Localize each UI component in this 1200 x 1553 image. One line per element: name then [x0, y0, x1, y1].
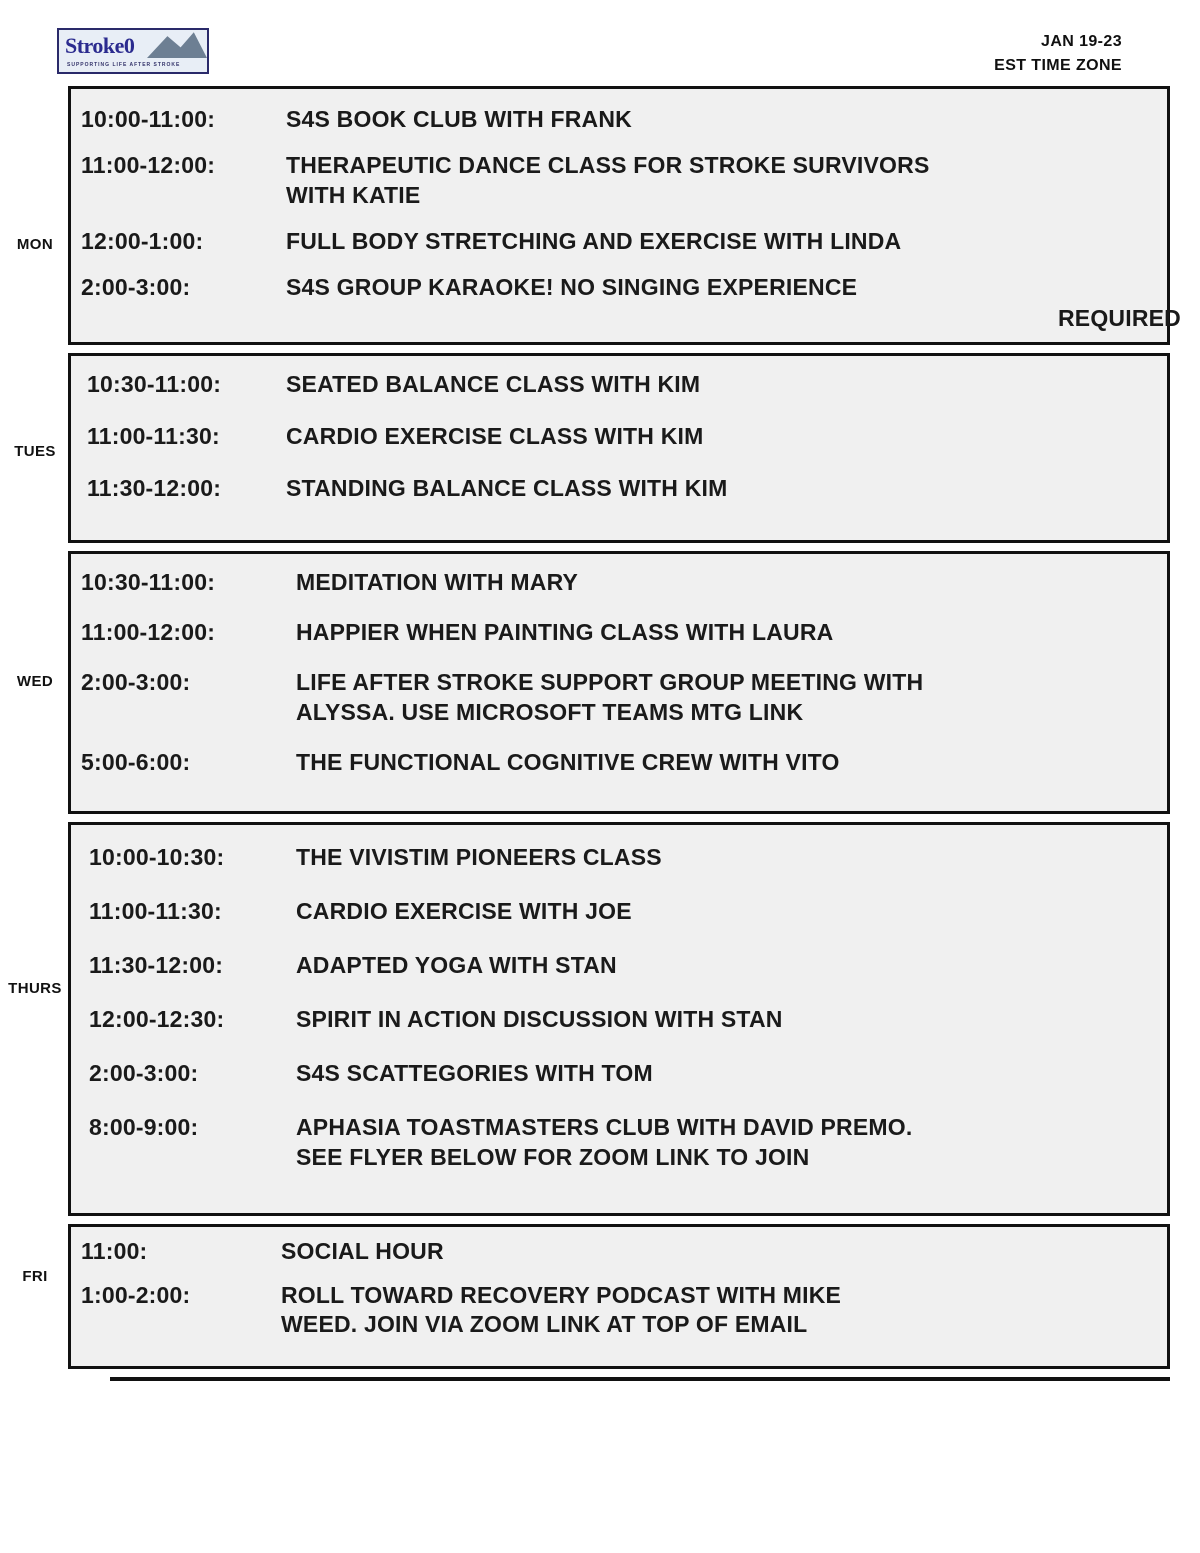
schedule-entry	[81, 668, 1155, 728]
entry-title: SOCIAL HOUR	[281, 1237, 444, 1264]
schedule-entry	[81, 227, 1155, 257]
entry-title	[281, 1281, 1155, 1341]
entry-time: 12:00-12:30:	[89, 1006, 225, 1033]
entry-title: S4S SCATTEGORIES WITH TOM	[296, 1060, 653, 1087]
entry-title-line2: ALYSSA. USE MICROSOFT TEAMS MTG LINK	[296, 698, 804, 725]
date-range: JAN 19-23	[1041, 33, 1122, 50]
entry-title-line2: REQUIRED	[1057, 305, 1181, 332]
day-box-wed	[68, 551, 1170, 814]
schedule-entry	[81, 105, 1155, 135]
entry-title	[296, 1113, 1155, 1173]
entry-time: 10:30-11:00:	[87, 371, 222, 398]
entry-time: 11:00-11:30:	[87, 423, 220, 450]
entry-time: 11:00-11:30:	[89, 898, 222, 925]
entry-time: 11:00-12:00:	[81, 151, 216, 178]
schedule-entry	[81, 1237, 1155, 1267]
entry-time: 5:00-6:00:	[81, 748, 191, 775]
entry-title	[286, 151, 1155, 211]
entry-title	[296, 668, 1155, 728]
entry-time: 10:00-10:30:	[89, 844, 225, 871]
day-label-wed: WED	[16, 673, 54, 691]
entry-time: 8:00-9:00:	[89, 1113, 199, 1140]
schedule-entry	[81, 897, 1155, 927]
schedule-entry	[81, 151, 1155, 211]
mountain-icon	[147, 30, 207, 58]
entry-time: 1:00-2:00:	[81, 1281, 191, 1308]
weekly-schedule	[0, 86, 1200, 1381]
entry-title: CARDIO EXERCISE CLASS WITH KIM	[286, 423, 704, 450]
entry-title: CARDIO EXERCISE WITH JOE	[296, 898, 632, 925]
entry-time: 2:00-3:00:	[81, 668, 191, 695]
time-zone: EST TIME ZONE	[994, 57, 1122, 74]
entry-time: 11:30-12:00:	[87, 475, 222, 502]
day-row-mon	[0, 86, 1200, 345]
schedule-entry	[81, 748, 1155, 778]
schedule-entry	[81, 370, 1155, 400]
day-box-mon	[68, 86, 1181, 345]
day-row-tues	[0, 353, 1200, 543]
day-label-thurs: THURS	[8, 980, 62, 998]
schedule-entry	[81, 1005, 1155, 1035]
schedule-entry	[81, 951, 1155, 981]
day-row-wed	[0, 551, 1200, 814]
entry-title: THE VIVISTIM PIONEERS CLASS	[296, 844, 662, 871]
entry-time: 10:30-11:00:	[81, 569, 216, 596]
schedule-entry	[81, 422, 1155, 452]
day-label-tues: TUES	[14, 443, 56, 461]
entry-time: 2:00-3:00:	[89, 1060, 199, 1087]
schedule-entry	[81, 1113, 1155, 1173]
schedule-entry	[81, 843, 1155, 873]
entry-title: STANDING BALANCE CLASS WITH KIM	[286, 475, 728, 502]
entry-time: 11:30-12:00:	[89, 952, 224, 979]
entry-title-line1: APHASIA TOASTMASTERS CLUB WITH DAVID PREMO.	[296, 1113, 913, 1140]
entry-time: 11:00:	[81, 1237, 148, 1264]
entry-title: SEATED BALANCE CLASS WITH KIM	[286, 371, 701, 398]
entry-title-line1: ROLL TOWARD RECOVERY PODCAST WITH MIKE	[281, 1281, 842, 1308]
entry-title: SPIRIT IN ACTION DISCUSSION WITH STAN	[296, 1006, 783, 1033]
entry-title: FULL BODY STRETCHING AND EXERCISE WITH LINDA	[286, 227, 902, 254]
entry-title: THE FUNCTIONAL COGNITIVE CREW WITH VITO	[296, 748, 840, 775]
header-meta	[994, 30, 1122, 78]
page-header	[0, 0, 1200, 86]
schedule-entry	[81, 568, 1155, 598]
entry-title	[286, 273, 1181, 335]
entry-title: S4S BOOK CLUB WITH FRANK	[286, 106, 632, 132]
entry-title-line2: SEE FLYER BELOW FOR ZOOM LINK TO JOIN	[296, 1143, 810, 1170]
entry-title: ADAPTED YOGA WITH STAN	[296, 952, 617, 979]
day-row-fri	[0, 1224, 1200, 1370]
schedule-entry	[81, 474, 1155, 504]
day-label-mon: MON	[16, 236, 54, 253]
entry-title-line1: THERAPEUTIC DANCE CLASS FOR STROKE SURVIVORS	[286, 151, 930, 178]
schedule-entry	[81, 1281, 1155, 1341]
logo-wordmark: Stroke0	[65, 33, 135, 58]
entry-title-line2: WITH KATIE	[286, 181, 421, 208]
footer-divider	[110, 1377, 1170, 1381]
entry-title-line2: WEED. JOIN VIA ZOOM LINK AT TOP OF EMAIL	[281, 1311, 808, 1338]
schedule-entry	[81, 618, 1155, 648]
day-row-thurs	[0, 822, 1200, 1215]
entry-time: 10:00-11:00:	[81, 106, 216, 132]
day-label-fri: FRI	[22, 1267, 48, 1285]
stroke-onward-logo	[57, 28, 209, 74]
entry-time: 11:00-12:00:	[81, 618, 216, 645]
entry-time: 12:00-1:00:	[81, 227, 204, 254]
schedule-entry	[81, 1059, 1155, 1089]
entry-time: 2:00-3:00:	[81, 273, 191, 300]
day-box-tues	[68, 353, 1170, 543]
logo-tagline: SUPPORTING LIFE AFTER STROKE	[67, 62, 181, 68]
day-box-thurs	[68, 822, 1170, 1215]
entry-title: MEDITATION WITH MARY	[296, 569, 579, 596]
entry-title-line1: S4S GROUP KARAOKE! NO SINGING EXPERIENCE	[286, 273, 858, 300]
entry-title: HAPPIER WHEN PAINTING CLASS WITH LAURA	[296, 618, 834, 645]
schedule-entry	[81, 273, 1181, 335]
day-box-fri	[68, 1224, 1170, 1370]
entry-title-line1: LIFE AFTER STROKE SUPPORT GROUP MEETING WITH	[296, 668, 924, 695]
